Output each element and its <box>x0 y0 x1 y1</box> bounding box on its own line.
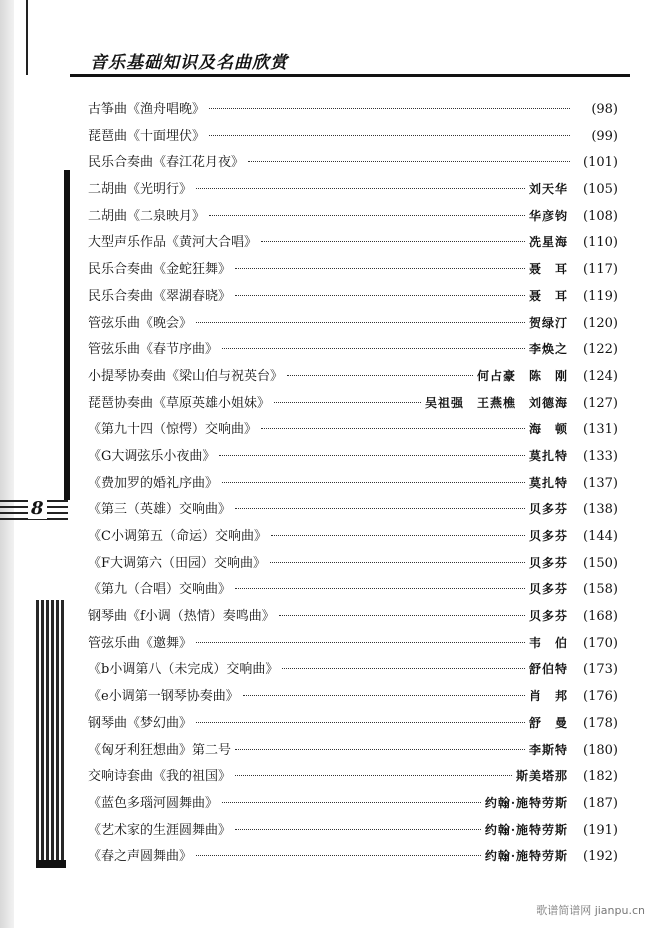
side-page-number: 8 <box>28 498 47 519</box>
toc-entry-author: 李焕之 <box>528 342 568 357</box>
toc-entry-page: (117) <box>583 262 618 278</box>
toc-entry-page: (99) <box>591 128 618 144</box>
toc-entry-author: 贝多芬 <box>528 502 568 517</box>
toc-entry-page: (176) <box>583 689 618 705</box>
toc-entry-title: 管弦乐曲《邀舞》 <box>88 635 193 651</box>
header-title: 音乐基础知识及名曲欣赏 <box>90 53 288 73</box>
dot-leader <box>196 322 525 323</box>
toc-entry-page: (182) <box>583 769 618 785</box>
dot-leader <box>235 268 525 269</box>
binding-strip <box>0 0 14 928</box>
watermark: 歌谱简谱网 jianpu.cn <box>536 904 645 917</box>
toc-entry-title: 管弦乐曲《春节序曲》 <box>88 342 219 358</box>
toc-entry-title: 小提琴协奏曲《梁山伯与祝英台》 <box>88 368 284 384</box>
toc-entry <box>88 658 618 685</box>
decorative-pattern <box>36 860 66 868</box>
toc-entry-title: 《春之声圆舞曲》 <box>88 849 193 865</box>
toc-entry <box>88 338 618 365</box>
toc-entry <box>88 632 618 659</box>
toc-entry <box>88 552 618 579</box>
toc-entry-title: 《b小调第八（未完成）交响曲》 <box>88 662 279 678</box>
toc-entry <box>88 712 618 739</box>
toc-entry-page: (168) <box>583 609 618 625</box>
table-of-contents <box>88 98 618 872</box>
toc-entry <box>88 312 618 339</box>
toc-entry-title: 交响诗套曲《我的祖国》 <box>88 769 232 785</box>
toc-entry-title: 《第九十四（惊愕）交响曲》 <box>88 422 258 438</box>
toc-entry-title: 钢琴曲《f小调（热情）奏鸣曲》 <box>88 609 275 625</box>
toc-entry-page: (131) <box>583 422 618 438</box>
dot-leader <box>209 108 570 109</box>
toc-entry-title: 大型声乐作品《黄河大合唱》 <box>88 235 258 251</box>
toc-entry-author: 刘天华 <box>528 182 568 197</box>
dot-leader <box>209 135 570 136</box>
toc-entry-author: 贝多芬 <box>528 609 568 624</box>
dot-leader <box>196 642 525 643</box>
dot-leader <box>196 188 525 189</box>
toc-entry <box>88 578 618 605</box>
toc-entry-author: 聂 耳 <box>528 288 568 303</box>
toc-entry-title: 二胡曲《光明行》 <box>88 182 193 198</box>
toc-entry-author: 约翰·施特劳斯 <box>484 795 568 810</box>
toc-entry-author: 吴祖强 王燕樵 刘德海 <box>424 395 568 410</box>
toc-entry-page: (110) <box>583 235 618 251</box>
dot-leader <box>235 588 525 589</box>
toc-entry-page: (150) <box>583 555 618 571</box>
toc-entry <box>88 445 618 472</box>
toc-entry <box>88 258 618 285</box>
toc-entry <box>88 231 618 258</box>
dot-leader <box>196 722 525 723</box>
toc-entry-author: 贺绿汀 <box>528 315 568 330</box>
toc-entry-author: 冼星海 <box>528 235 568 250</box>
dot-leader <box>235 829 481 830</box>
toc-entry-title: 《费加罗的婚礼序曲》 <box>88 475 219 491</box>
toc-entry-author: 贝多芬 <box>528 555 568 570</box>
toc-entry <box>88 472 618 499</box>
dot-leader <box>209 215 525 216</box>
toc-entry-title: 《第三（英雄）交响曲》 <box>88 502 232 518</box>
toc-entry <box>88 845 618 872</box>
toc-entry-title: 琵琶曲《十面埋伏》 <box>88 128 206 144</box>
toc-entry-page: (119) <box>583 288 618 304</box>
toc-entry-author: 斯美塔那 <box>515 769 568 784</box>
dot-leader <box>271 535 525 536</box>
toc-entry <box>88 365 618 392</box>
toc-entry-page: (170) <box>583 635 618 651</box>
toc-entry-title: 二胡曲《二泉映月》 <box>88 208 206 224</box>
dot-leader <box>270 562 525 563</box>
toc-entry <box>88 98 618 125</box>
dot-leader <box>222 802 481 803</box>
left-bar <box>64 170 70 500</box>
dot-leader <box>222 348 525 349</box>
toc-entry-page: (173) <box>583 662 618 678</box>
toc-entry-page: (120) <box>583 315 618 331</box>
toc-entry-author: 聂 耳 <box>528 262 568 277</box>
toc-entry-author: 李斯特 <box>528 742 568 757</box>
dot-leader <box>261 428 525 429</box>
side-page-marker <box>0 494 70 524</box>
toc-entry-author: 海 顿 <box>528 422 568 437</box>
toc-entry <box>88 819 618 846</box>
toc-entry-title: 民乐合奏曲《翠湖春晓》 <box>88 288 232 304</box>
toc-entry-author: 肖 邦 <box>528 689 568 704</box>
dot-leader <box>274 402 421 403</box>
toc-entry <box>88 765 618 792</box>
dot-leader <box>219 455 525 456</box>
decorative-pattern <box>36 600 66 860</box>
dot-leader <box>235 295 525 296</box>
toc-entry-title: 《匈牙利狂想曲》第二号 <box>88 742 232 758</box>
toc-entry <box>88 792 618 819</box>
dot-leader <box>235 749 525 750</box>
toc-entry <box>88 525 618 552</box>
toc-entry-page: (101) <box>583 155 618 171</box>
toc-entry-author: 华彦钧 <box>528 208 568 223</box>
toc-entry-page: (144) <box>583 529 618 544</box>
toc-entry-page: (191) <box>583 822 618 838</box>
toc-entry <box>88 151 618 178</box>
dot-leader <box>235 508 525 509</box>
toc-entry-page: (192) <box>583 849 618 865</box>
toc-entry-author: 韦 伯 <box>528 635 568 650</box>
toc-entry-page: (127) <box>583 395 618 411</box>
toc-entry-author: 何占豪 陈 刚 <box>476 368 568 383</box>
toc-entry-author: 贝多芬 <box>528 582 568 597</box>
toc-entry <box>88 178 618 205</box>
toc-entry-page: (178) <box>583 715 618 731</box>
toc-entry-author: 舒 曼 <box>528 715 568 730</box>
dot-leader <box>196 855 481 856</box>
toc-entry-page: (137) <box>583 475 618 491</box>
toc-entry-title: 《艺术家的生涯圆舞曲》 <box>88 822 232 838</box>
toc-entry <box>88 739 618 766</box>
toc-entry-title: 琵琶协奏曲《草原英雄小姐妹》 <box>88 395 271 411</box>
toc-entry-author: 舒伯特 <box>528 662 568 677</box>
toc-entry-title: 民乐合奏曲《春江花月夜》 <box>88 155 245 171</box>
toc-entry-title: 古筝曲《渔舟唱晚》 <box>88 102 206 117</box>
toc-entry-title: 《F大调第六（田园）交响曲》 <box>88 555 267 571</box>
toc-entry-page: (158) <box>583 582 618 598</box>
dot-leader <box>235 775 512 776</box>
toc-entry-page: (180) <box>583 742 618 758</box>
toc-entry-author: 约翰·施特劳斯 <box>484 849 568 864</box>
toc-entry-author: 贝多芬 <box>528 529 568 543</box>
toc-entry-page: (187) <box>583 795 618 811</box>
dot-leader <box>282 668 525 669</box>
toc-entry-page: (98) <box>591 102 618 117</box>
toc-entry-author: 莫扎特 <box>528 448 568 463</box>
dot-leader <box>248 161 570 162</box>
toc-entry-title: 管弦乐曲《晚会》 <box>88 315 193 331</box>
toc-entry <box>88 205 618 232</box>
toc-entry-title: 《e小调第一钢琴协奏曲》 <box>88 689 239 705</box>
toc-entry-title: 《第九（合唱）交响曲》 <box>88 582 232 598</box>
toc-entry <box>88 605 618 632</box>
toc-entry-author: 约翰·施特劳斯 <box>484 822 568 837</box>
toc-entry-author: 莫扎特 <box>528 475 568 490</box>
dot-leader <box>222 482 525 483</box>
toc-entry-title: 民乐合奏曲《金蛇狂舞》 <box>88 262 232 278</box>
toc-entry <box>88 125 618 152</box>
dot-leader <box>279 615 525 616</box>
header-rule <box>70 74 630 77</box>
toc-entry-page: (122) <box>583 342 618 358</box>
toc-entry-title: 钢琴曲《梦幻曲》 <box>88 715 193 731</box>
dot-leader <box>287 375 473 376</box>
toc-entry-page: (124) <box>583 368 618 384</box>
toc-entry-title: 《蓝色多瑙河圆舞曲》 <box>88 795 219 811</box>
toc-entry <box>88 418 618 445</box>
dot-leader <box>243 695 525 696</box>
toc-entry-page: (105) <box>583 182 618 198</box>
left-rule <box>26 0 28 75</box>
toc-entry-page: (108) <box>583 208 618 224</box>
toc-entry <box>88 392 618 419</box>
toc-entry-title: 《C小调第五（命运）交响曲》 <box>88 529 267 544</box>
dot-leader <box>261 241 525 242</box>
toc-entry-page: (138) <box>583 502 618 518</box>
toc-entry-page: (133) <box>583 448 618 464</box>
toc-entry <box>88 685 618 712</box>
toc-entry <box>88 498 618 525</box>
toc-entry-title: 《G大调弦乐小夜曲》 <box>88 448 216 464</box>
toc-entry <box>88 285 618 312</box>
